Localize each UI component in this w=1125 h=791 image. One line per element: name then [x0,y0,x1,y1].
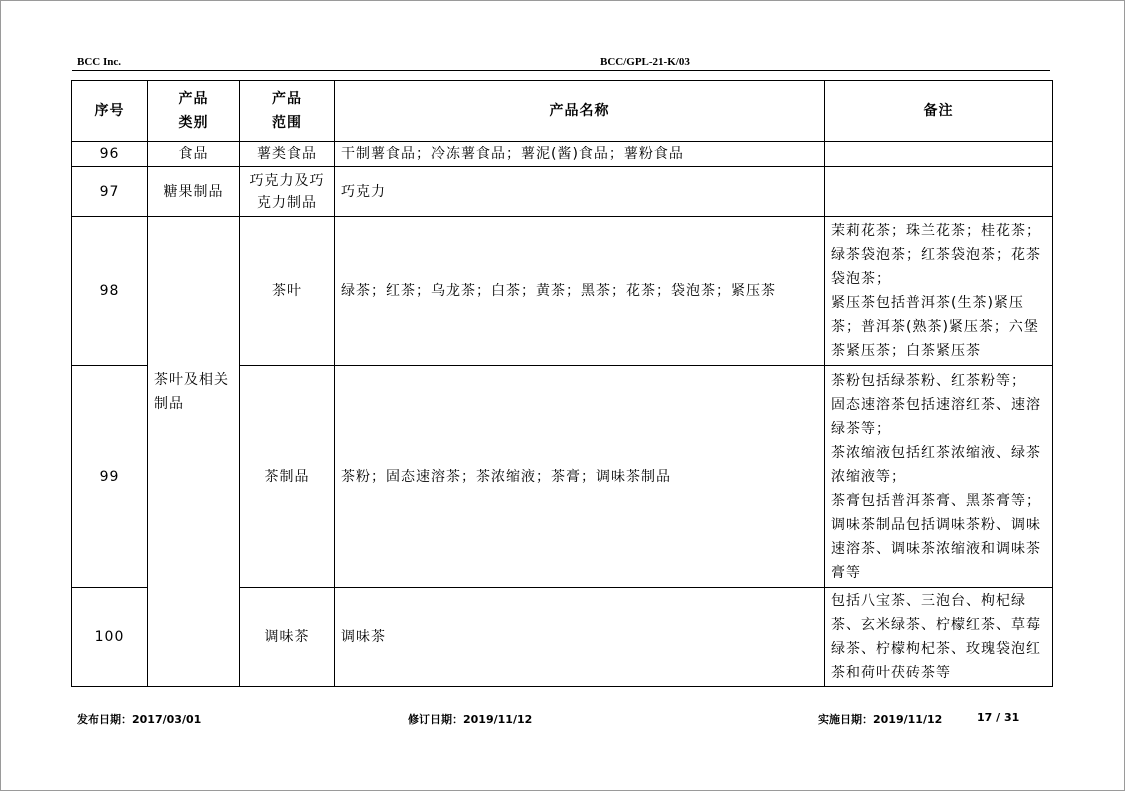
row-name: 干制薯食品；冷冻薯食品；薯泥(酱)食品；薯粉食品 [335,142,825,167]
table-row [72,142,1053,167]
header-category-text: 产品 类别 [178,91,209,131]
row-note [825,366,1053,588]
note-line: 包括八宝茶、三泡台、枸杞绿茶、玄米绿茶、柠檬红茶、草莓绿茶、柠檬枸杞茶、玫瑰袋泡红茶和荷叶茯砖茶等 [831,593,1041,681]
header-divider [72,70,1050,71]
effective-date: 实施日期：2019/11/12 [818,713,943,726]
document-code: BCC/GPL-21-K/03 [600,56,690,68]
note-line: 茉莉花茶；珠兰花茶；桂花茶；绿茶袋泡茶；红茶袋泡茶；花茶袋泡茶； [831,223,1041,287]
header-no: 序号 [72,81,148,142]
row-note [825,167,1053,217]
row-name: 绿茶；红茶；乌龙茶；白茶；黄茶；黑茶；花茶；袋泡茶；紧压茶 [335,217,825,366]
row-scope: 茶制品 [240,366,335,588]
header-name: 产品名称 [335,81,825,142]
row-name: 茶粉；固态速溶茶；茶浓缩液；茶膏；调味茶制品 [335,366,825,588]
row-note [825,217,1053,366]
note-line: 茶膏包括普洱茶膏、黑茶膏等； [831,492,1041,509]
revision-date: 修订日期：2019/11/12 [408,713,533,726]
row-category: 食品 [148,142,240,167]
note-line: 紧压茶包括普洱茶(生茶)紧压茶；普洱茶(熟茶)紧压茶；六堡茶紧压茶；白茶紧压茶 [831,295,1039,359]
note-line: 固态速溶茶包括速溶红茶、速溶绿茶等； [831,396,1041,437]
row-no: 97 [72,167,148,217]
issue-date: 发布日期：2017/03/01 [77,713,202,726]
row-scope: 薯类食品 [240,142,335,167]
row-note [825,588,1053,687]
table-header-row [72,81,1053,142]
row-category-merged: 茶叶及相关制品 [148,217,240,687]
row-name: 巧克力 [335,167,825,217]
page-number: 17 / 31 [977,711,1020,724]
row-note [825,142,1053,167]
row-scope: 茶叶 [240,217,335,366]
row-scope: 巧克力及巧克力制品 [240,167,335,217]
row-no: 100 [72,588,148,687]
note-line: 茶粉包括绿茶粉、红茶粉等； [831,372,1026,389]
row-scope: 调味茶 [240,588,335,687]
row-no: 98 [72,217,148,366]
header-scope-text: 产品 范围 [272,91,302,131]
row-no: 99 [72,366,148,588]
table-row [72,217,1053,366]
product-table [71,80,1053,687]
note-line: 茶浓缩液包括红茶浓缩液、绿茶浓缩液等； [831,444,1041,485]
row-name: 调味茶 [335,588,825,687]
header-category [148,81,240,142]
row-no: 96 [72,142,148,167]
header-scope [240,81,335,142]
note-line: 调味茶制品包括调味茶粉、调味速溶茶、调味茶浓缩液和调味茶膏等 [831,516,1041,581]
row-category: 糖果制品 [148,167,240,217]
header-note: 备注 [825,81,1053,142]
company-name: BCC Inc. [77,56,122,68]
table-row [72,167,1053,217]
